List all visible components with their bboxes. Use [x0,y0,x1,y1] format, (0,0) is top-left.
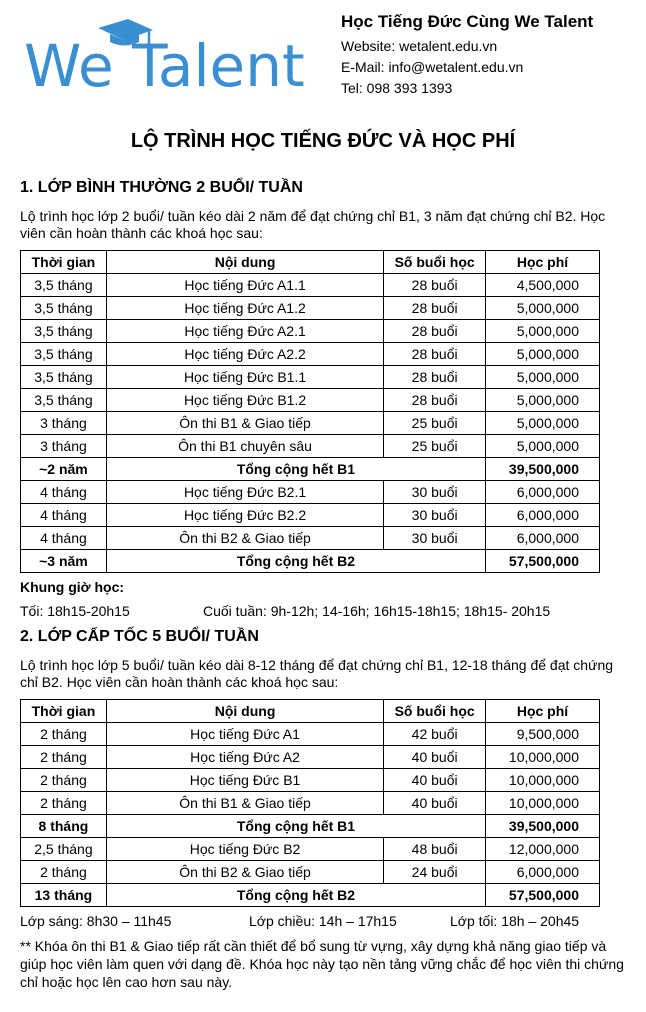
cell-content: Học tiếng Đức A1.2 [106,297,383,320]
col-header-sessions: Số buổi học [384,251,486,274]
cell-sessions: 28 buổi [384,297,486,320]
table-row [21,320,600,343]
total-row [21,458,600,481]
cell-fee: 6,000,000 [486,527,600,550]
cell-sessions: 28 buổi [384,274,486,297]
cell-time: 2 tháng [21,723,107,746]
cell-sessions: 30 buổi [384,481,486,504]
phone-text: Tel: 098 393 1393 [341,80,453,96]
website-text: Website: wetalent.edu.vn [341,38,498,54]
col-header-sessions: Số buổi học [384,700,486,723]
cell-time: 3,5 tháng [21,389,107,412]
section-1-heading: 1. LỚP BÌNH THƯỜNG 2 BUỔI/ TUẦN [20,179,303,196]
cell-time: ~2 năm [21,458,107,481]
cell-content: Học tiếng Đức B1 [106,769,383,792]
cell-sessions: 25 buổi [384,435,486,458]
cell-time: 3 tháng [21,435,107,458]
total-row [21,815,600,838]
morning-class: Lớp sáng: 8h30 – 11h45 [20,913,172,929]
evening-schedule: Tối: 18h15-20h15 [20,603,130,619]
table-row [21,723,600,746]
cell-fee: 6,000,000 [486,481,600,504]
cell-fee: 57,500,000 [486,884,600,907]
table-row [21,769,600,792]
cell-sessions: 40 buổi [384,792,486,815]
cell-fee: 10,000,000 [486,792,600,815]
cell-time: 8 tháng [21,815,107,838]
section-2-table [20,699,600,907]
table-row [21,838,600,861]
cell-time: 3,5 tháng [21,366,107,389]
cell-sessions: 40 buổi [384,746,486,769]
col-header-content: Nội dung [106,251,383,274]
cell-content: Học tiếng Đức B2 [106,838,383,861]
col-header-fee: Học phí [486,700,600,723]
cell-fee: 5,000,000 [486,366,600,389]
cell-content: Học tiếng Đức A2.2 [106,343,383,366]
col-header-content: Nội dung [106,700,383,723]
cell-content: Học tiếng Đức A1.1 [106,274,383,297]
cell-time: 3,5 tháng [21,343,107,366]
cell-total-label: Tổng cộng hết B2 [106,550,485,573]
cell-time: ~3 năm [21,550,107,573]
table-row [21,297,600,320]
cell-fee: 12,000,000 [486,838,600,861]
page-title: LỘ TRÌNH HỌC TIẾNG ĐỨC VÀ HỌC PHÍ [130,130,516,152]
cell-time: 13 tháng [21,884,107,907]
table-row [21,389,600,412]
cell-time: 3,5 tháng [21,320,107,343]
total-row [21,550,600,573]
cell-content: Học tiếng Đức A1 [106,723,383,746]
cell-sessions: 30 buổi [384,527,486,550]
section-2-intro: Lộ trình học lớp 5 buổi/ tuần kéo dài 8-12 tháng để đạt chứng chỉ B1, 12-18 tháng để đạt chứng chỉ B2. Học viên cần hoàn thành các khoá học sau: [20,657,614,690]
col-header-time: Thời gian [21,251,107,274]
section-1-table [20,250,600,573]
contact-block [341,12,593,101]
table-header-row [21,251,600,274]
cell-content: Học tiếng Đức B1.1 [106,366,383,389]
cell-sessions: 48 buổi [384,838,486,861]
cell-fee: 5,000,000 [486,320,600,343]
col-header-fee: Học phí [486,251,600,274]
cell-fee: 5,000,000 [486,343,600,366]
cell-time: 2,5 tháng [21,838,107,861]
cell-sessions: 40 buổi [384,769,486,792]
table-row [21,504,600,527]
table-row [21,792,600,815]
table-row [21,412,600,435]
cell-fee: 4,500,000 [486,274,600,297]
section-2-heading: 2. LỚP CẤP TỐC 5 BUỔI/ TUẦN [20,628,259,645]
cell-fee: 5,000,000 [486,412,600,435]
weekend-schedule: Cuối tuần: 9h-12h; 14-16h; 16h15-18h15; 18h15- 20h15 [203,603,551,619]
cell-content: Học tiếng Đức B2.1 [106,481,383,504]
cell-fee: 9,500,000 [486,723,600,746]
email-text: E-Mail: info@wetalent.edu.vn [341,59,524,75]
brand-name: Học Tiếng Đức Cùng We Talent [341,12,594,31]
table-row [21,746,600,769]
cell-sessions: 30 buổi [384,504,486,527]
cell-time: 4 tháng [21,481,107,504]
cell-total-label: Tổng cộng hết B2 [106,884,485,907]
cell-content: Ôn thi B1 & Giao tiếp [106,792,383,815]
table-row [21,861,600,884]
col-header-time: Thời gian [21,700,107,723]
schedule-label: Khung giờ học: [20,579,125,595]
cell-content: Học tiếng Đức B2.2 [106,504,383,527]
cell-time: 4 tháng [21,504,107,527]
cell-sessions: 28 buổi [384,343,486,366]
cell-time: 2 tháng [21,792,107,815]
section-1-intro: Lộ trình học lớp 2 buổi/ tuần kéo dài 2 năm để đạt chứng chỉ B1, 3 năm đạt chứng chỉ B2. Học viên cần hoàn thành các khoá học sau: [20,208,606,241]
cell-content: Ôn thi B2 & Giao tiếp [106,861,383,884]
cell-content: Học tiếng Đức B1.2 [106,389,383,412]
table-row [21,343,600,366]
cell-fee: 6,000,000 [486,861,600,884]
cell-content: Học tiếng Đức A2.1 [106,320,383,343]
cell-fee: 57,500,000 [486,550,600,573]
we-talent-logo [22,10,322,100]
table-row [21,366,600,389]
cell-fee: 5,000,000 [486,297,600,320]
cell-sessions: 42 buổi [384,723,486,746]
table-row [21,274,600,297]
cell-sessions: 28 buổi [384,389,486,412]
course-note: ** Khóa ôn thi B1 & Giao tiếp rất cần thiết để bổ sung từ vựng, xây dựng khả năng giao tiếp và giúp học viên làm quen với dạng đề. Khóa học này tạo nền tảng vững chắc để học viên thi chứng chỉ hoặc học lên cao hơn sau này. [20,938,624,990]
cell-sessions: 28 buổi [384,366,486,389]
cell-content: Ôn thi B2 & Giao tiếp [106,527,383,550]
afternoon-class: Lớp chiều: 14h – 17h15 [249,913,397,929]
logo-text: We Talent [24,32,305,100]
cell-time: 3 tháng [21,412,107,435]
cell-time: 2 tháng [21,769,107,792]
cell-time: 4 tháng [21,527,107,550]
table-row [21,435,600,458]
cell-content: Ôn thi B1 & Giao tiếp [106,412,383,435]
table-row [21,527,600,550]
cell-sessions: 28 buổi [384,320,486,343]
cell-time: 3,5 tháng [21,297,107,320]
table-row [21,481,600,504]
cell-total-label: Tổng cộng hết B1 [106,458,485,481]
cell-sessions: 24 buổi [384,861,486,884]
cell-fee: 5,000,000 [486,389,600,412]
cell-total-label: Tổng cộng hết B1 [106,815,485,838]
cell-time: 3,5 tháng [21,274,107,297]
cell-fee: 10,000,000 [486,769,600,792]
cell-fee: 5,000,000 [486,435,600,458]
cell-content: Ôn thi B1 chuyên sâu [106,435,383,458]
cell-fee: 6,000,000 [486,504,600,527]
cell-fee: 39,500,000 [486,458,600,481]
cell-time: 2 tháng [21,746,107,769]
cell-fee: 10,000,000 [486,746,600,769]
cell-fee: 39,500,000 [486,815,600,838]
cell-time: 2 tháng [21,861,107,884]
evening-class: Lớp tối: 18h – 20h45 [450,913,580,929]
cell-sessions: 25 buổi [384,412,486,435]
cell-content: Học tiếng Đức A2 [106,746,383,769]
table-header-row [21,700,600,723]
total-row [21,884,600,907]
